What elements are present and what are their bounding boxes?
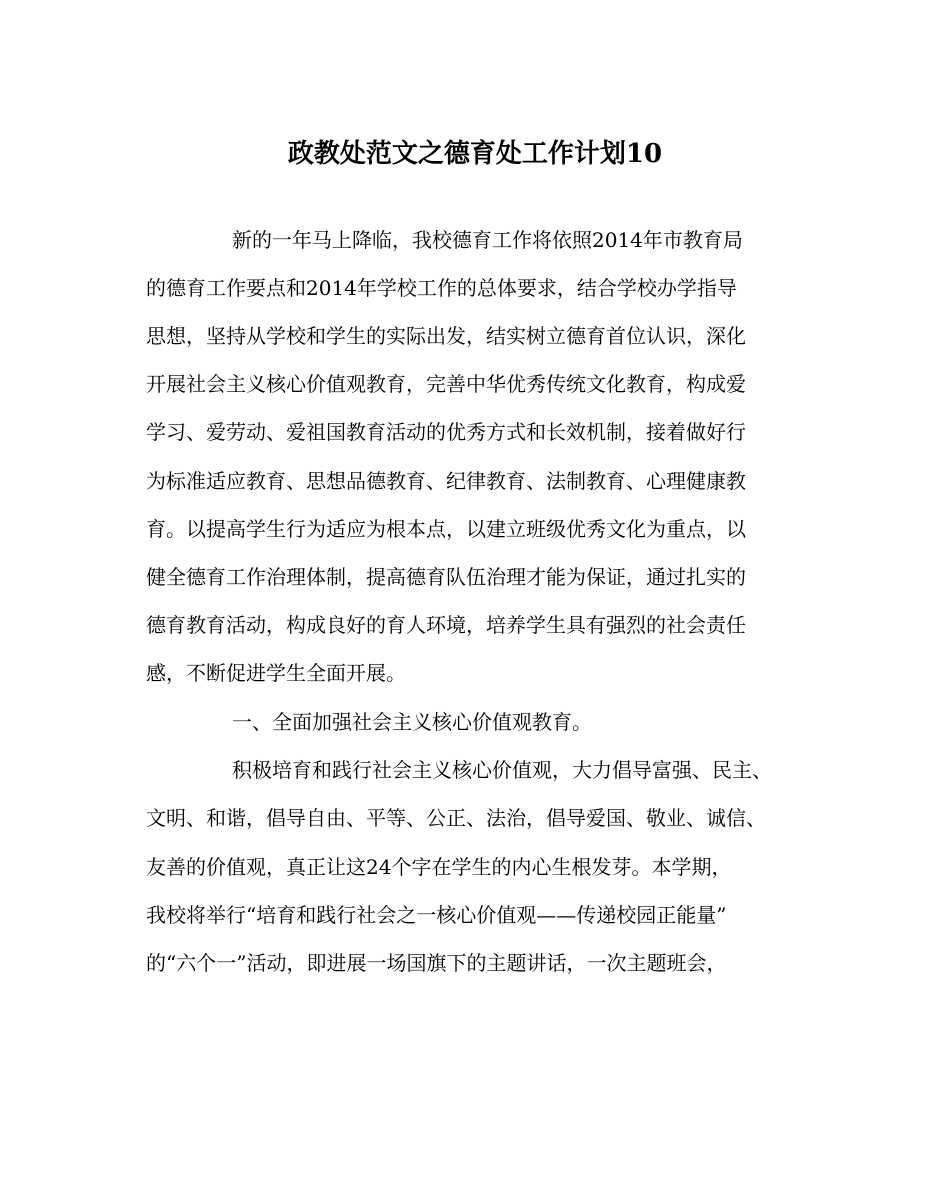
paragraph-1-line-4: 开展社会主义核心价值观教育，完善中华优秀传统文化教育，构成爱 [146,372,746,396]
section-heading-1: 一、全面加强社会主义核心价值观教育。 [232,710,592,734]
paragraph-1-line-2: 的德育工作要点和2014年学校工作的总体要求，结合学校办学指导 [146,276,737,300]
paragraph-1-line-5: 学习、爱劳动、爱祖国教育活动的优秀方式和长效机制，接着做好行 [146,420,746,444]
paragraph-1-line-9: 德育教育活动，构成良好的育人环境，培养学生具有强烈的社会责任 [146,613,746,637]
paragraph-1-line-6: 为标准适应教育、思想品德教育、纪律教育、法制教育、心理健康教 [146,469,746,493]
paragraph-1-line-3: 思想，坚持从学校和学生的实际出发，结实树立德育首位认识，深化 [146,324,746,348]
paragraph-2-line-2: 文明、和谐，倡导自由、平等、公正、法治，倡导爱国、敬业、诚信、 [146,806,766,830]
document-title: 政教处范文之德育处工作计划10 [287,139,663,169]
paragraph-2-line-1: 积极培育和践行社会主义核心价值观，大力倡导富强、民主、 [232,758,772,782]
paragraph-1-line-10: 感，不断促进学生全面开展。 [146,661,406,685]
paragraph-2-line-4: 我校将举行“培育和践行社会之一核心价值观——传递校园正能量” [146,903,727,927]
paragraph-1-line-1: 新的一年马上降临，我校德育工作将依照2014年市教育局 [232,228,743,252]
paragraph-2-line-3: 友善的价值观，真正让这24个字在学生的内心生根发芽。本学期， [146,855,732,879]
paragraph-2-line-5: 的“六个一”活动，即进展一场国旗下的主题讲话，一次主题班会， [146,951,727,975]
paragraph-1-line-8: 健全德育工作治理体制，提高德育队伍治理才能为保证，通过扎实的 [146,565,746,589]
paragraph-1-line-7: 育。以提高学生行为适应为根本点，以建立班级优秀文化为重点，以 [146,517,746,541]
